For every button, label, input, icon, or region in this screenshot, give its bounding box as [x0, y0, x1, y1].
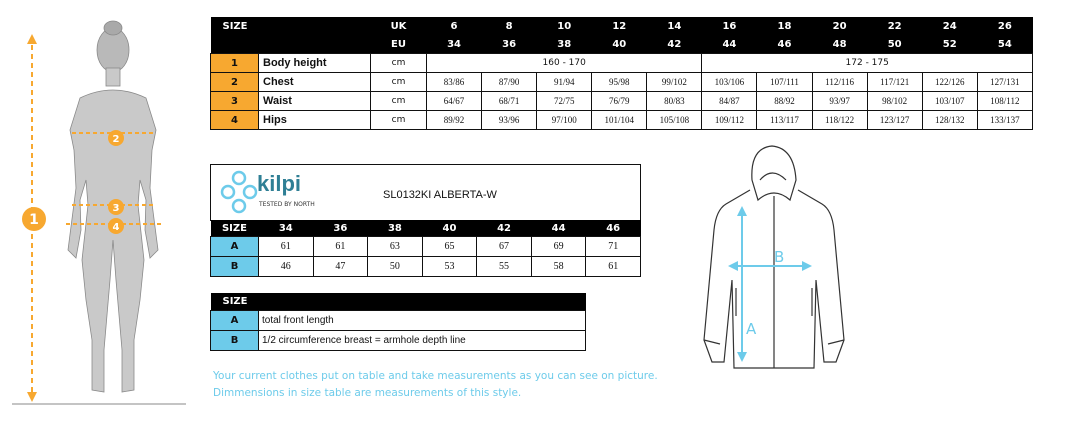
cell-value: 112/116 — [812, 73, 867, 92]
row-label: B — [211, 331, 259, 351]
cell-value: 107/111 — [757, 73, 812, 92]
cell-value: 80/83 — [647, 92, 702, 111]
cell-value: 89/92 — [427, 111, 482, 130]
table-row — [211, 54, 1033, 73]
row-label: Hips — [259, 111, 371, 130]
cell-value: 103/106 — [702, 73, 757, 92]
row-label: Waist — [259, 92, 371, 111]
table-row — [211, 237, 641, 257]
row-description: 1/2 circumference breast = armhole depth line — [259, 331, 586, 351]
cell-value: 97/100 — [537, 111, 592, 130]
cell-value: 63 — [368, 237, 423, 257]
eu-size: 36 — [482, 35, 537, 54]
brand-header — [210, 164, 641, 221]
svg-text:4: 4 — [112, 222, 120, 233]
cell-value: 128/132 — [922, 111, 977, 130]
cell-value: 55 — [477, 257, 532, 277]
row-unit: cm — [371, 54, 427, 73]
eu-size: 48 — [812, 35, 867, 54]
table-row — [211, 92, 1033, 111]
svg-text:3: 3 — [112, 203, 120, 214]
product-measurement-table — [210, 220, 641, 277]
uk-size: 26 — [977, 17, 1032, 35]
size: 44 — [531, 220, 586, 237]
jacket-illustration — [690, 140, 850, 380]
table-row — [211, 311, 586, 331]
svg-text:2: 2 — [112, 134, 120, 145]
uk-size: 22 — [867, 17, 922, 35]
cell-value: 91/94 — [537, 73, 592, 92]
cell-value: 109/112 — [702, 111, 757, 130]
uk-size: 12 — [592, 17, 647, 35]
cell-value: 93/96 — [482, 111, 537, 130]
row-description: total front length — [259, 311, 586, 331]
cell-value: 47 — [313, 257, 368, 277]
cell-value: 101/104 — [592, 111, 647, 130]
cell-value: 88/92 — [757, 92, 812, 111]
legend-header-row — [211, 293, 586, 311]
row-number: 2 — [211, 73, 259, 92]
cell-value: 95/98 — [592, 73, 647, 92]
cell-value: 84/87 — [702, 92, 757, 111]
brand-name: kilpi — [257, 171, 302, 196]
measure-b-label: B — [774, 248, 785, 266]
eu-size: 50 — [867, 35, 922, 54]
cell-value: 61 — [586, 257, 641, 277]
row-label: A — [211, 311, 259, 331]
legend-table — [210, 293, 586, 351]
eu-size-row — [211, 35, 1033, 54]
cell-value: 68/71 — [482, 92, 537, 111]
cell-value: 99/102 — [647, 73, 702, 92]
size-row — [211, 220, 641, 237]
eu-size: 54 — [977, 35, 1032, 54]
size: 46 — [586, 220, 641, 237]
size: 34 — [259, 220, 314, 237]
cell-value: 50 — [368, 257, 423, 277]
cell-value: 98/102 — [867, 92, 922, 111]
size: 36 — [313, 220, 368, 237]
svg-text:1: 1 — [29, 212, 39, 228]
uk-size: 18 — [757, 17, 812, 35]
table-row — [211, 73, 1033, 92]
note-line-1: Your current clothes put on table and take measurements as you can see on picture. — [213, 370, 658, 382]
row-unit: cm — [371, 73, 427, 92]
uk-size: 24 — [922, 17, 977, 35]
cell-value: 113/117 — [757, 111, 812, 130]
marker-4 — [108, 218, 124, 234]
eu-size: 34 — [427, 35, 482, 54]
uk-label: UK — [371, 17, 427, 35]
cell-value: 118/122 — [812, 111, 867, 130]
uk-size: 6 — [427, 17, 482, 35]
cell-value: 53 — [422, 257, 477, 277]
cell-value: 122/126 — [922, 73, 977, 92]
cell-value: 108/112 — [977, 92, 1032, 111]
row-number: 1 — [211, 54, 259, 73]
cell-value: 105/108 — [647, 111, 702, 130]
size-header: SIZE — [211, 220, 259, 237]
size-header: SIZE — [211, 17, 259, 35]
row-label: Chest — [259, 73, 371, 92]
table-row — [211, 331, 586, 351]
cell-value: 61 — [313, 237, 368, 257]
cell-value: 117/121 — [867, 73, 922, 92]
cell-value: 127/131 — [977, 73, 1032, 92]
cell-value: 93/97 — [812, 92, 867, 111]
eu-size: 42 — [647, 35, 702, 54]
height-range: 172 - 175 — [702, 54, 1033, 73]
eu-size: 46 — [757, 35, 812, 54]
body-measurement-figure — [0, 0, 200, 421]
eu-label: EU — [371, 35, 427, 54]
cell-value: 76/79 — [592, 92, 647, 111]
row-unit: cm — [371, 92, 427, 111]
uk-size: 10 — [537, 17, 592, 35]
cell-value: 83/86 — [427, 73, 482, 92]
cell-value: 58 — [531, 257, 586, 277]
uk-size: 8 — [482, 17, 537, 35]
measure-a-label: A — [746, 320, 757, 338]
row-label: A — [211, 237, 259, 257]
uk-size: 20 — [812, 17, 867, 35]
uk-size: 16 — [702, 17, 757, 35]
row-label: Body height — [259, 54, 371, 73]
kilpi-logo-icon — [219, 169, 259, 215]
size: 40 — [422, 220, 477, 237]
eu-size: 52 — [922, 35, 977, 54]
eu-size: 38 — [537, 35, 592, 54]
legend-header: SIZE — [211, 293, 259, 311]
note-line-2: Dimmensions in size table are measurements of this style. — [213, 387, 522, 399]
table-row — [211, 257, 641, 277]
cell-value: 87/90 — [482, 73, 537, 92]
cell-value: 72/75 — [537, 92, 592, 111]
cell-value: 103/107 — [922, 92, 977, 111]
height-range: 160 - 170 — [427, 54, 702, 73]
cell-value: 133/137 — [977, 111, 1032, 130]
uk-size: 14 — [647, 17, 702, 35]
marker-1 — [22, 207, 46, 231]
uk-size-row — [211, 17, 1033, 35]
marker-3 — [108, 199, 124, 215]
main-size-table — [210, 17, 1033, 130]
row-number: 4 — [211, 111, 259, 130]
row-label: B — [211, 257, 259, 277]
table-row — [211, 111, 1033, 130]
product-code: SL0132KI ALBERTA-W — [383, 189, 497, 201]
row-number: 3 — [211, 92, 259, 111]
size: 42 — [477, 220, 532, 237]
brand-tagline: TESTED BY NORTH — [259, 201, 315, 208]
cell-value: 69 — [531, 237, 586, 257]
size: 38 — [368, 220, 423, 237]
marker-2 — [108, 130, 124, 146]
eu-size: 44 — [702, 35, 757, 54]
cell-value: 61 — [259, 237, 314, 257]
cell-value: 46 — [259, 257, 314, 277]
cell-value: 65 — [422, 237, 477, 257]
cell-value: 67 — [477, 237, 532, 257]
cell-value: 64/67 — [427, 92, 482, 111]
cell-value: 123/127 — [867, 111, 922, 130]
eu-size: 40 — [592, 35, 647, 54]
cell-value: 71 — [586, 237, 641, 257]
row-unit: cm — [371, 111, 427, 130]
